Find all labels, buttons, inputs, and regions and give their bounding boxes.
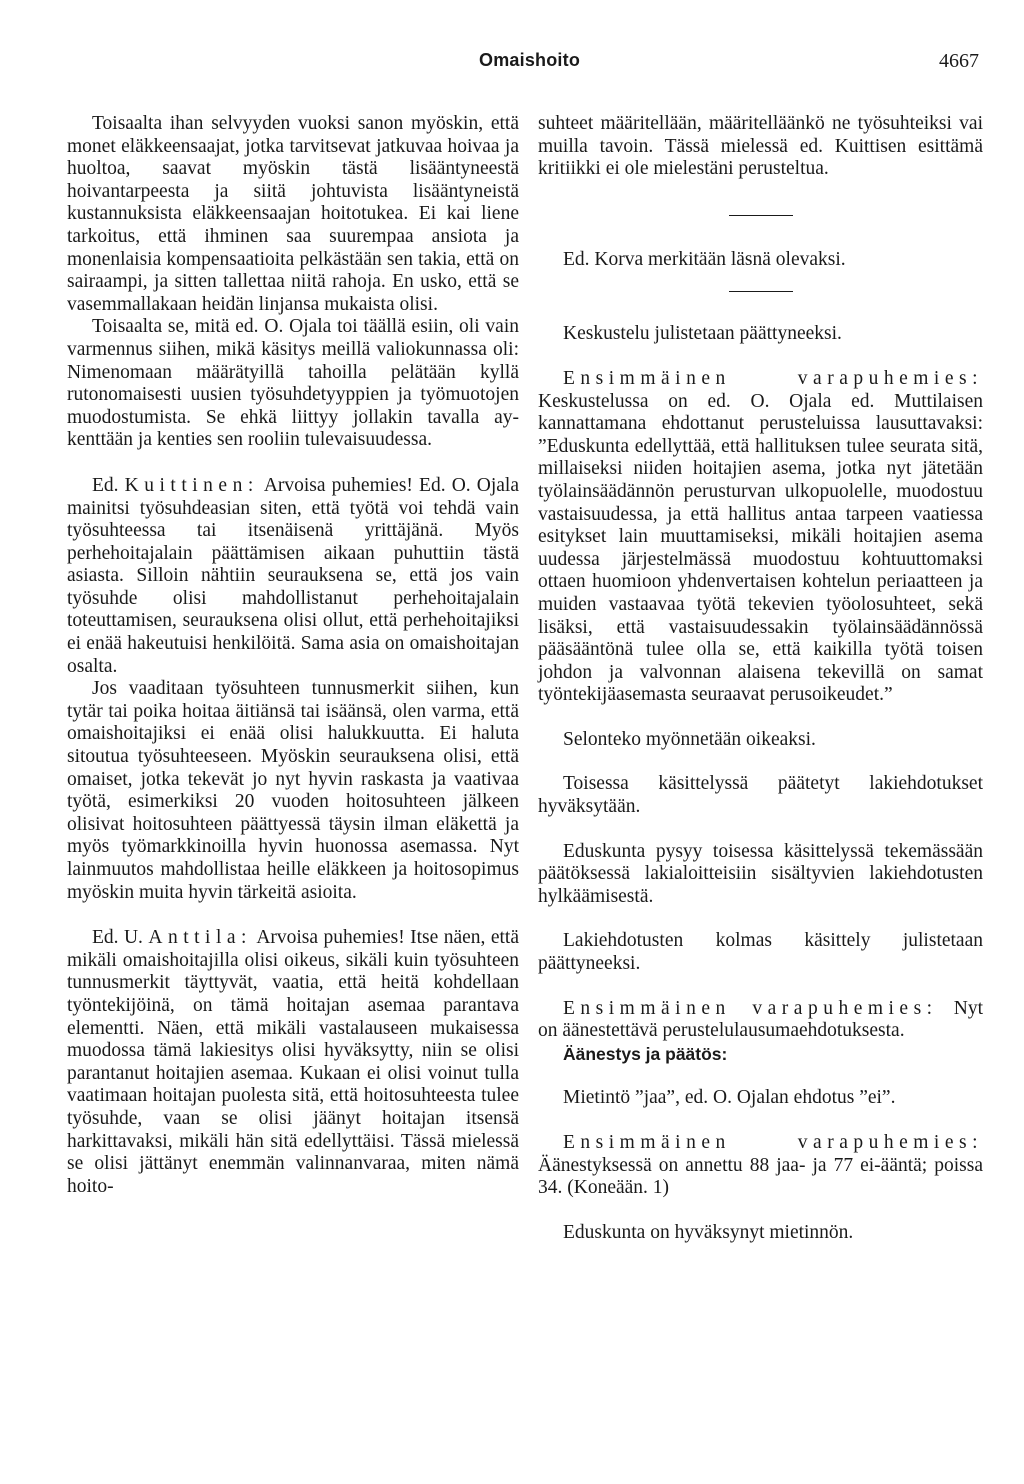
speech-text: Arvoisa puhemies! Ed. O. Ojala mainitsi työsuhdeasian siten, että työtä voi tehdä vain työsuhteessa tai itsenäisenä yrittäjänä. Myös perhehoitajalain päättämisen aikaan puhuttiin tästä asiasta. Silloin nähtiin seurauksena se, että jos vain työsuhde olisi mahdollistanut perhehoitajalain toteuttamisen, seurauksena olisi ollut, että perhehoitajiksi ei enää hakeutuisi henkilöitä. Sama asia on omaishoitajan osalta.	[67, 474, 519, 677]
speech-text: Nyt on äänestettävä perustelulausumaehdotuksesta.	[538, 997, 983, 1042]
speaker-name: Ensimmäinen varapuhemies:	[563, 367, 983, 389]
paragraph-continuation: suhteet määritellään, määritelläänkö ne työsuhteiksi vai muilla tavoin. Tässä mielessä ed. Kuittisen esittämä kritiikki ei ole mielestäni perusteltua.	[538, 113, 983, 180]
speaker-name: Anttila:	[148, 927, 252, 949]
speaker-name: Ensimmäinen varapuhemies:	[563, 997, 938, 1019]
vote-heading: Äänestys ja päätös:	[563, 1043, 728, 1064]
paragraph: Toisaalta se, mitä ed. O. Ojala toi täällä esiin, oli vain varmennus siihen, mikä käsitys meillä valiokunnassa oli: Nimenomaan määrätyillä tahoilla pelätään kyllä rutonomaisesti uusien työsuhdetyyppien ja työmuotojen muodostumista. Se ehkä liittyy jollakin tavalla ay-kenttään ja kenties sen rooliin tulevaisuudessa.	[67, 316, 519, 451]
paragraph: Eduskunta on hyväksynyt mietinnön.	[563, 1221, 854, 1243]
right-column	[538, 113, 983, 1244]
paragraph: Jos vaaditaan työsuhteen tunnusmerkit siihen, kun tytär tai poika hoitaa äitiänsä tai isäänsä, olen varma, että omaishoitajiksi ei enää olisi halukkuutta. Ei haluta sitoutua työsuhteeseen. Myöskin seurauksena olisi, että omaiset, jotka tekevät jo nyt hyvin raskasta ja vaativaa työtä, esimerkiksi 20 vuoden hoitosuhteen jälkeen olisivat hoitosuhteen päättyessä täysin ilman eläkettä ja myös työmarkkinoilla hyvin huonossa asemassa. Nyt lainmuutos mahdollistaa heille eläkkeen ja hoitosopimus myöskin muita hyvin tärkeitä asioita.	[67, 678, 519, 903]
page-header	[0, 50, 1024, 76]
running-title: Omaishoito	[479, 50, 581, 70]
speech-anttila	[67, 927, 519, 1198]
speech-speaker-3	[538, 1132, 983, 1200]
paragraph: Keskustelu julistetaan päättyneeksi.	[563, 323, 842, 345]
speech-text: Äänestyksessä on annettu 88 jaa- ja 77 ei-ääntä; poissa 34. (Koneään. 1)	[538, 1154, 983, 1199]
speech-text: Arvoisa puhemies! Itse näen, että mikäli omaishoitajilla olisi oikeus, sikäli kuin työsuhteen tunnusmerkit täyttyvät, vaatia, että heitä kohdellaan työntekijöinä, on tämä hoitajan asemaa parantava elementti. Näen, että mikäli vastalauseen mukaisessa muodossa tämä lakiesitys olisi hyväksytty, niin se olisi parantanut hoitajien asemaa. Kukaan ei olisi voinut tulla vaatimaan hoitajan puolesta sitä, että hoitosuhteesta tulee työsuhde, vaan se olisi jäänyt hoitajan itsensä harkittavaksi, mikäli hän sitä edellyttäisi. Tässä mielessä se olisi jättänyt enemmän valinnanvaraa, miten nämä hoito-	[67, 927, 519, 1197]
speaker-name: Kuittinen:	[124, 474, 259, 496]
paragraph: Selonteko myönnetään oikeaksi.	[563, 728, 816, 750]
speech-kuittinen	[67, 475, 519, 678]
speaker-prefix: Ed. U.	[92, 927, 143, 949]
paragraph: Lakiehdotusten kolmas käsittely julistetaan päättyneeksi.	[538, 930, 983, 975]
speech-speaker-1	[538, 368, 983, 707]
speaker-prefix: Ed.	[92, 474, 119, 496]
paragraph: Mietintö ”jaa”, ed. O. Ojalan ehdotus ”ei”.	[563, 1087, 896, 1109]
speaker-name: Ensimmäinen varapuhemies:	[563, 1132, 983, 1153]
paragraph: Toisessa käsittelyssä päätetyt lakiehdotukset hyväksytään.	[538, 773, 983, 818]
paragraph: Toisaalta ihan selvyyden vuoksi sanon myöskin, että monet eläkkeensaajat, jotka tarvitsevat jatkuvaa hoivaa ja huoltoa, saavat myöskin tästä lisääntyneestä hoivantarpeesta ja siitä johtuvista lisääntyneistä kustannuksista eläkkeensaajan hoitotukea. Ei kai liene tarkoitus, että ihminen saa suurempaa ansiota ja monenlaisia kompensaatioita pelkästään sen takia, että on sairaampi, ja sitten tallettaa niitä rahoja. En usko, että se vasemmallakaan heidän linjansa mukaista olisi.	[67, 113, 519, 315]
paragraph: Ed. Korva merkitään läsnä olevaksi.	[563, 248, 846, 270]
page-number: 4667	[939, 50, 979, 72]
left-column	[67, 113, 519, 1198]
speech-text: Keskustelussa on ed. O. Ojala ed. Muttilaisen kannattamana ehdottanut perusteluissa lausuttavaksi: ”Eduskunta edellyttää, että hallituksen tulee seurata sitä, millaiseksi niiden hoitajien asema, jotka nyt jätetään työlainsäädännön perusturvan ulkopuolelle, muodostuu vastaisuudessa, ja että hallitus antaa tarpeen vaatiessa esitykset lain muuttamiseksi, mikäli hoitajien asema uudessa järjestelmässä muodostuu kohtuuttomaksi ottaen huomioon yhdenvertaisen kohtelun periaatteen ja muiden vastaavaa työtä tekevien työolosuhteet, sekä lisäksi, että vastaisuudessakin työlainsäädännössä pääsääntönä tulee olla se, että kaikilla työtä toisen johdon ja valvonnan alaisena tekevillä on samat työntekijäasemasta seuraavat perusoikeudet.”	[538, 390, 983, 706]
section-divider	[729, 291, 793, 292]
section-divider	[729, 215, 793, 216]
speech-speaker-2	[538, 998, 983, 1043]
paragraph: Eduskunta pysyy toisessa käsittelyssä tekemässään päätöksessä lakialoitteisiin sisältyvien lakiehdotusten hylkäämisestä.	[538, 840, 983, 907]
